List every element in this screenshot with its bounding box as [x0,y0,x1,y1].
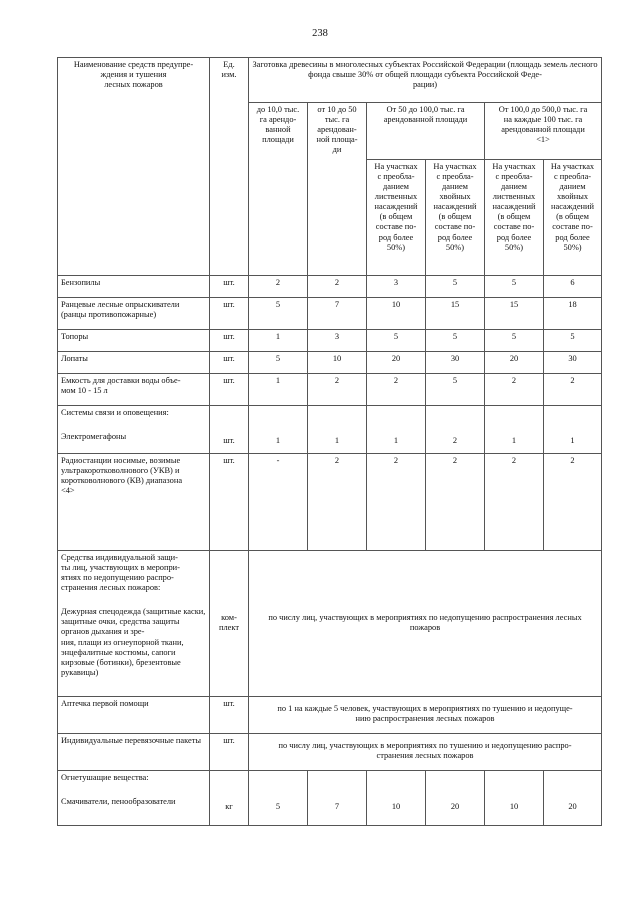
row-merged-value: по числу лиц, участвующих в мероприятиях по недопущению распространения лесных пожаров [249,551,602,697]
row-name: Индивидуальные перевязочные пакеты [58,734,210,771]
row-value: 5 [544,330,602,352]
row-name [58,406,210,454]
header-col-10-50: от 10 до 50 тыс. га арендован- ной площа- ди [308,103,367,276]
row-unit: шт. [210,276,249,298]
row-value: 20 [485,352,544,374]
header-sub-conifer-2: На участках с преобла- данием хвойных насаждений (в общем составе по- род более 50%) [544,160,602,276]
table-row [58,734,602,771]
row-value: 3 [367,276,426,298]
table-row [58,406,602,454]
row-value: 2 [485,454,544,551]
row-value: 5 [367,330,426,352]
row-value: 1 [249,330,308,352]
row-value: 5 [249,352,308,374]
row-value: 2 [249,276,308,298]
row-value: 5 [249,771,308,826]
row-value: 2 [308,374,367,406]
header-col-50-100: От 50 до 100,0 тыс. га арендованной площади [367,103,485,160]
row-value: 5 [485,276,544,298]
row-value: 15 [426,298,485,330]
row-unit: шт. [210,734,249,771]
row-value: 30 [544,352,602,374]
row-value: 5 [249,298,308,330]
row-value: 5 [426,330,485,352]
row-unit: шт. [210,454,249,551]
row-unit: ком- плект [210,551,249,697]
table-row [58,454,602,551]
section-title: Средства индивидуальной защи- ты лиц, участвующих в меропри- ятиях по недопущению распро- странения лесных пожаров: [61,553,180,593]
row-value: 20 [367,352,426,374]
row-value: 10 [367,771,426,826]
row-value: 2 [426,406,485,454]
header-sub-deciduous-1: На участках с преобла- данием лиственных насаждений (в общем составе по- род более 50%) [367,160,426,276]
row-value: 20 [544,771,602,826]
row-value: 2 [308,454,367,551]
row-value: 5 [426,374,485,406]
row-value: 20 [426,771,485,826]
table-row [58,771,602,826]
row-value: 2 [308,276,367,298]
header-row-1 [58,58,602,103]
table-row [58,330,602,352]
header-group-title: Заготовка древесины в многолесных субъектах Российской Федерации (площадь земель лесного фонда свыше 30% от общей площади субъекта Российской Феде- рации) [249,58,602,103]
row-value: 2 [426,454,485,551]
row-value: 2 [544,454,602,551]
row-item-name: Электромегафоны [61,432,127,442]
row-value: 10 [367,298,426,330]
row-value: 1 [308,406,367,454]
row-value: 6 [544,276,602,298]
row-value: 15 [485,298,544,330]
row-name [58,771,210,826]
row-item-name: Смачиватели, пенообразователи [61,797,176,807]
row-value: 1 [485,406,544,454]
row-value: 2 [367,454,426,551]
row-unit: шт. [210,697,249,734]
table-row [58,298,602,330]
row-name: Лопаты [58,352,210,374]
header-name: Наименование средств предупре- ждения и тушения лесных пожаров [58,58,210,276]
row-name [58,551,210,697]
row-unit: шт. [210,330,249,352]
row-item-name: Дежурная спецодежда (защитные каски, защитные очки, средства защиты органов дыхания и зре- ния, плащи из огнеупорной ткани, энцефалитные костюмы, сапоги кирзовые (ботинки), брезентовые рукавицы) [61,607,206,677]
page-number: 238 [312,28,328,39]
row-merged-value: по 1 на каждые 5 человек, участвующих в мероприятиях по тушению и недопуще- нию распространения лесных пожаров [249,697,602,734]
row-name: Емкость для доставки воды объе- мом 10 - 15 л [58,374,210,406]
row-unit: шт. [210,406,249,454]
section-title: Огнетушащие вещества: [61,773,149,782]
header-unit: Ед. изм. [210,58,249,276]
row-value: 2 [544,374,602,406]
row-unit: кг [210,771,249,826]
row-name: Аптечка первой помощи [58,697,210,734]
section-title: Системы связи и оповещения: [61,408,169,417]
row-value: 1 [249,374,308,406]
row-value: 7 [308,771,367,826]
row-value: 18 [544,298,602,330]
row-value: 2 [367,374,426,406]
row-name: Радиостанции носимые, возимые ультракоротковолнового (УКВ) и коротковолнового (КВ) диапазона <4> [58,454,210,551]
row-value: 3 [308,330,367,352]
row-value: 7 [308,298,367,330]
table-row [58,276,602,298]
row-value: 10 [308,352,367,374]
header-col-upto10: до 10,0 тыс. га арендо- ванной площади [249,103,308,276]
row-value: 10 [485,771,544,826]
row-value: 5 [426,276,485,298]
row-value: 1 [367,406,426,454]
table-row [58,697,602,734]
table-row [58,352,602,374]
row-unit: шт. [210,374,249,406]
row-value: - [249,454,308,551]
row-merged-value: по числу лиц, участвующих в мероприятиях по тушению и недопущению распро- странения лесных пожаров [249,734,602,771]
equipment-table [57,57,602,826]
row-unit: шт. [210,352,249,374]
header-sub-deciduous-2: На участках с преобла- данием лиственных насаждений (в общем составе по- род более 50%) [485,160,544,276]
row-value: 1 [249,406,308,454]
row-name: Бензопилы [58,276,210,298]
header-col-100-500: От 100,0 до 500,0 тыс. га на каждые 100 тыс. га арендованной площади <1> [485,103,602,160]
table-row [58,551,602,697]
row-value: 5 [485,330,544,352]
row-name: Топоры [58,330,210,352]
row-value: 2 [485,374,544,406]
row-value: 1 [544,406,602,454]
header-sub-conifer-1: На участках с преобла- данием хвойных насаждений (в общем составе по- род более 50%) [426,160,485,276]
table-row [58,374,602,406]
row-unit: шт. [210,298,249,330]
row-name: Ранцевые лесные опрыскиватели (ранцы противопожарные) [58,298,210,330]
row-value: 30 [426,352,485,374]
